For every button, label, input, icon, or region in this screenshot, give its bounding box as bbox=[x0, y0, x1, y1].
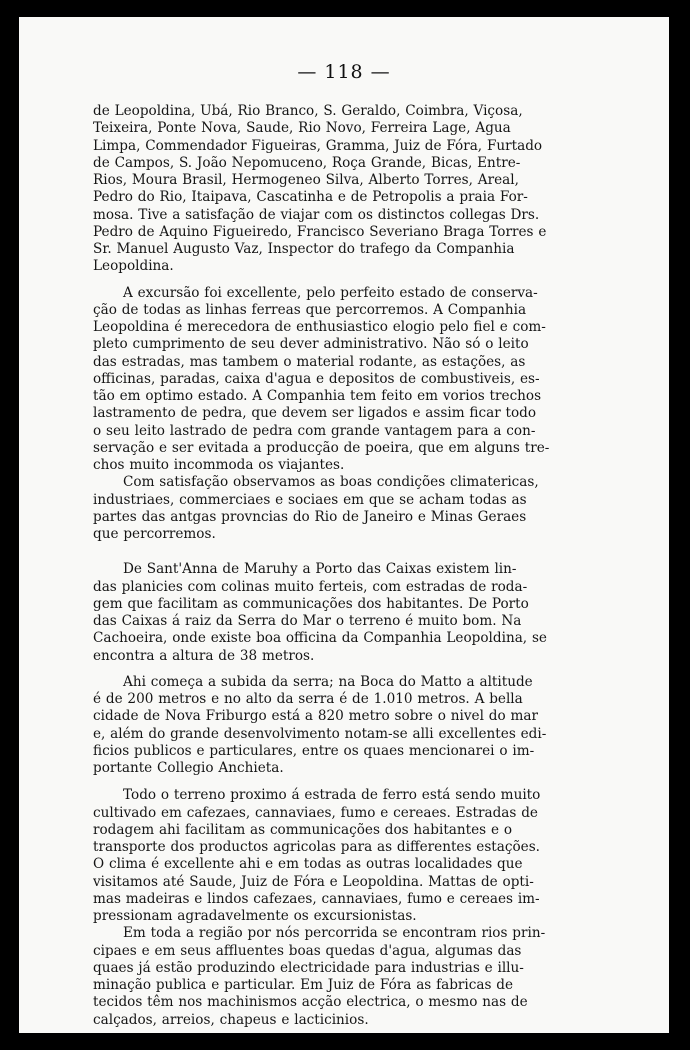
text-line: Em toda a região por nós percorrida se encontram rios prin- bbox=[123, 925, 546, 942]
text-line: e, além do grande desenvolvimento notam-se alli excellentes edi- bbox=[93, 725, 547, 742]
text-line: Leopoldina é merecedora de enthusiastico elogio pelo fiel e com- bbox=[93, 319, 546, 335]
text-line: pressionam agradavelmente os excursionistas. bbox=[93, 908, 417, 924]
page-number: — 118 — bbox=[297, 61, 391, 83]
text-line: Todo o terreno proximo á estrada de ferro está sendo muito bbox=[123, 787, 541, 804]
text-line: O clima é excellente ahi e em todas as outras localidades que bbox=[93, 856, 523, 873]
paragraph-1 bbox=[93, 103, 611, 276]
text-line: A excursão foi excellente, pelo perfeito estado de conserva- bbox=[123, 284, 538, 301]
text-line: é de 200 metros e no alto da serra é de 1.010 metros. A bella bbox=[93, 691, 523, 707]
text-line: industriaes, commerciaes e sociaes em que se acham todas as bbox=[93, 491, 527, 508]
text-line: tecidos têm nos machinismos acção electrica, o mesmo nas de bbox=[93, 994, 528, 1011]
text-line: Sr. Manuel Augusto Vaz, Inspector do trafego da Companhia bbox=[93, 241, 515, 257]
text-line: cidade de Nova Friburgo está a 820 metro sobre o nivel do mar bbox=[93, 708, 538, 725]
document-page bbox=[19, 17, 669, 1033]
text-line: das planicies com colinas muito ferteis, com estradas de roda- bbox=[93, 578, 528, 595]
text-line: portante Collegio Anchieta. bbox=[93, 760, 284, 776]
text-line: partes das antgas provncias do Rio de Janeiro e Minas Geraes bbox=[93, 508, 527, 525]
text-line: ção de todas as linhas ferreas que percorremos. A Companhia bbox=[93, 301, 527, 318]
text-line: rodagem ahi facilitam as communicações dos habitantes e o bbox=[93, 821, 513, 838]
text-line: Leopoldina. bbox=[93, 258, 174, 275]
text-line: cultivado em cafezaes, cannaviaes, fumo e cereaes. Estradas de bbox=[93, 804, 538, 821]
text-line: encontra a altura de 38 metros. bbox=[93, 647, 315, 664]
document-body bbox=[93, 103, 611, 1029]
text-line: officinas, paradas, caixa d'agua e depositos de combustiveis, es- bbox=[93, 370, 540, 387]
text-line: servação e ser evitada a producção de poeira, que em alguns tre- bbox=[93, 439, 550, 456]
text-line: o seu leito lastrado de pedra com grande vantagem para a con- bbox=[93, 422, 536, 439]
text-line: mas madeiras e lindos cafezaes, cannaviaes, fumo e cereaes im- bbox=[93, 890, 540, 907]
text-line: minação publica e particular. Em Juiz de Fóra as fabricas de bbox=[93, 977, 514, 993]
paragraph-5 bbox=[93, 787, 611, 1029]
text-line: pleto cumprimento de seu dever administrativo. Não só o leito bbox=[93, 336, 529, 353]
text-line: quaes já estão produzindo electricidade para industrias e illu- bbox=[93, 959, 524, 976]
text-line: gem que facilitam as communicações dos habitantes. De Porto bbox=[93, 595, 529, 612]
text-line: das estradas, mas tambem o material rodante, as estações, as bbox=[93, 353, 526, 370]
text-line: tão em optimo estado. A Companhia tem feito em vorios trechos bbox=[93, 388, 542, 404]
text-line: cipaes e em seus affluentes boas quedas d'agua, algumas das bbox=[93, 942, 522, 959]
text-line: de Campos, S. João Nepomuceno, Roça Grande, Bicas, Entre- bbox=[93, 154, 521, 171]
text-line: Com satisfação observamos as boas condições climatericas, bbox=[123, 474, 539, 491]
text-line: De Sant'Anna de Maruhy a Porto das Caixas existem lin- bbox=[123, 561, 517, 578]
paragraph-4 bbox=[93, 674, 611, 778]
text-line: chos muito incommoda os viajantes. bbox=[93, 457, 345, 473]
text-line: ficios publicos e particulares, entre os quaes mencionarei o im- bbox=[93, 742, 535, 759]
text-line: calçados, arreios, chapeus e lacticinios. bbox=[93, 1011, 369, 1028]
text-line: mosa. Tive a satisfação de viajar com os distinctos collegas Drs. bbox=[93, 206, 540, 223]
text-line: Pedro do Rio, Itaipava, Cascatinha e de Petropolis a praia For- bbox=[93, 189, 528, 206]
text-line: visitamos até Saude, Juiz de Fóra e Leopoldina. Mattas de opti- bbox=[93, 873, 534, 890]
text-line: Rios, Moura Brasil, Hermogeneo Silva, Alberto Torres, Areal, bbox=[93, 172, 519, 188]
text-line: Pedro de Aquino Figueiredo, Francisco Severiano Braga Torres e bbox=[93, 223, 547, 240]
text-line: de Leopoldina, Ubá, Rio Branco, S. Geraldo, Coimbra, Viçosa, bbox=[93, 103, 523, 119]
paragraph-3 bbox=[93, 561, 611, 665]
text-line: Cachoeira, onde existe boa officina da Companhia Leopoldina, se bbox=[93, 630, 547, 647]
text-line: que percorremos. bbox=[93, 526, 216, 542]
text-line: Teixeira, Ponte Nova, Saude, Rio Novo, Ferreira Lage, Agua bbox=[93, 120, 511, 137]
text-line: Limpa, Commendador Figueiras, Gramma, Juiz de Fóra, Furtado bbox=[93, 137, 543, 154]
text-line: das Caixas á raiz da Serra do Mar o terreno é muito bom. Na bbox=[93, 613, 522, 629]
text-line: transporte dos productos agricolas para as differentes estações. bbox=[93, 839, 541, 855]
text-line: lastramento de pedra, que devem ser ligados e assim ficar todo bbox=[93, 405, 537, 422]
text-line: Ahi começa a subida da serra; na Boca do Matto a altitude bbox=[123, 673, 533, 690]
paragraph-2 bbox=[93, 285, 611, 544]
